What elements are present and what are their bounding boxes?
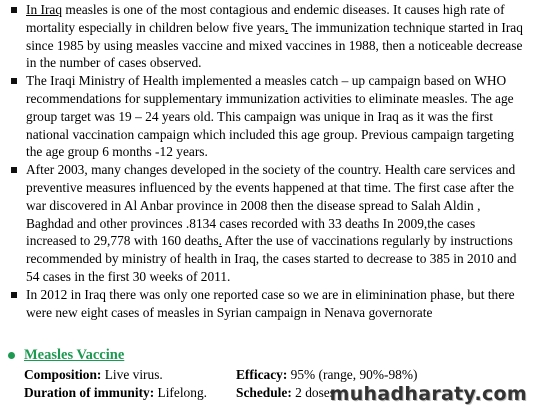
site-watermark: muhadharaty.com: [329, 383, 527, 405]
list-item: [8, 1, 528, 72]
duration-row: [24, 384, 207, 401]
composition-label: Composition:: [24, 367, 102, 382]
underlined-text: In Iraq: [26, 2, 63, 17]
efficacy-value: 95% (range, 90%-98%): [287, 367, 418, 382]
list-item: [8, 161, 528, 286]
section-title: Measles Vaccine: [24, 347, 125, 363]
schedule-row: [236, 384, 335, 401]
bullet-list: [8, 1, 528, 321]
paragraph-text: The immunization technique started in Iraq since 1985 by using measles vaccine and mixed vaccines in 1988, then a noticeable decrease in the number of cases observed.: [26, 19, 523, 71]
round-bullet-icon: [8, 352, 15, 359]
square-bullet-icon: [11, 78, 17, 84]
paragraph-text: After the use of vaccinations regularly by instructions recommended by ministry of health in Iraq, the cases started to decrease to 385 in 2010 and 54 cases in the first 30 weeks of 2011.: [26, 233, 517, 284]
list-item: [8, 72, 528, 161]
paragraph-text: After 2003, many changes developed in the society of the country. Health care services and preventive measures influenced by the events happened at that time. The first case after the war discovered in Al Anbar province in 2008 then the disease spread to Salah Aldin , Baghdad and other provinces .8134 cases recorded with 33 deaths In 2009,the cases increased to 29,778 with 160 deaths: [26, 162, 516, 249]
paragraph-text: In 2012 in Iraq there was only one reported case so we are in eliminination phase, but there were new eight cases of measles in Syrian campaign in Nenava governorate: [26, 286, 515, 320]
paragraph-text: The Iraqi Ministry of Health implemented a measles catch – up campaign based on WHO recommendations for supplementary immunization activities to eliminate measles. The age group target was 19 – 24 years old. This campaign was unique in Iraq as it was the first national vaccination campaign which included this age group. Previous campaign targeting the age group 6 months -12 years.: [26, 73, 514, 160]
schedule-label: Schedule:: [236, 385, 292, 400]
paragraph-text: measles is one of the most contagious and endemic diseases. It causes high rate of mortality especially in children below five years: [26, 2, 505, 35]
efficacy-label: Efficacy:: [236, 367, 288, 382]
efficacy-row: [236, 366, 417, 383]
duration-value: Lifelong.: [154, 385, 207, 400]
section-heading: [8, 346, 124, 364]
square-bullet-icon: [11, 7, 17, 13]
underlined-text: .: [284, 19, 289, 35]
list-item: [8, 286, 528, 322]
square-bullet-icon: [11, 167, 17, 173]
underlined-text: .: [218, 233, 222, 249]
composition-value: Live virus.: [101, 367, 163, 382]
square-bullet-icon: [11, 292, 17, 298]
schedule-value: 2 doses: [291, 385, 335, 400]
duration-label: Duration of immunity:: [24, 385, 155, 400]
composition-row: [24, 366, 163, 383]
